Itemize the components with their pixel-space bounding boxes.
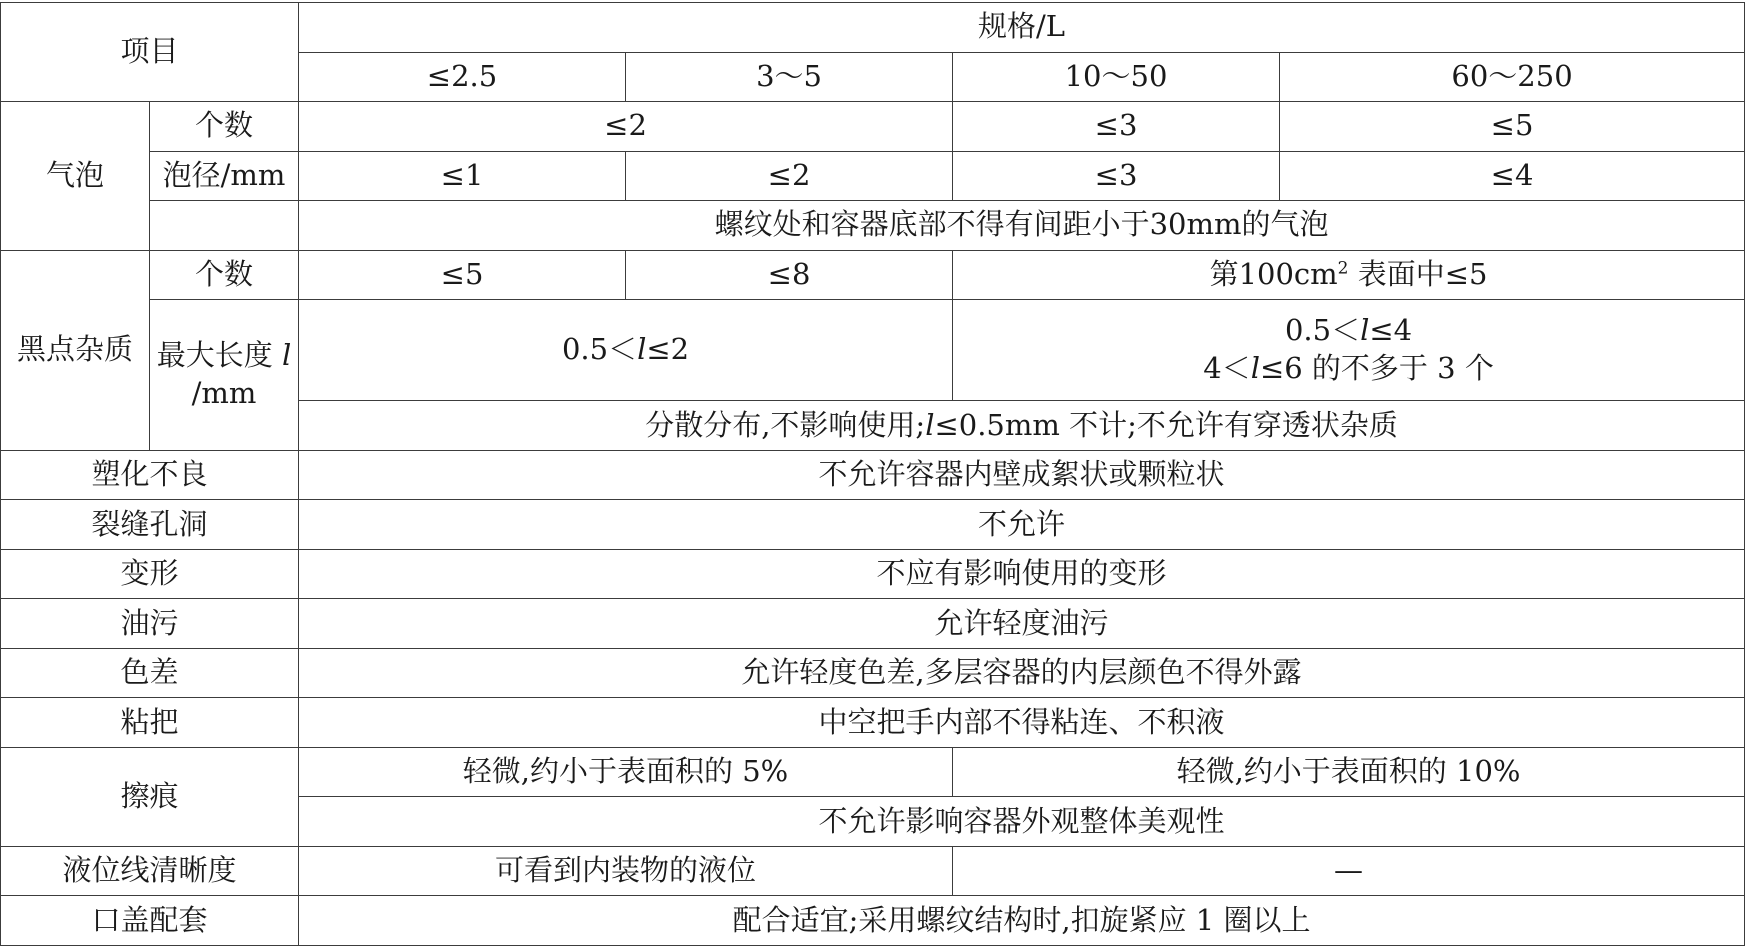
header-range-1: ≤2.5 bbox=[299, 52, 626, 102]
header-item: 项目 bbox=[1, 3, 299, 102]
bubble-count-label: 个数 bbox=[150, 102, 299, 152]
deformation-value: 不应有影响使用的变形 bbox=[299, 549, 1745, 599]
maxlen-large-line1 bbox=[957, 312, 1740, 350]
deformation-label: 变形 bbox=[1, 549, 299, 599]
black-spot-note-var: l bbox=[925, 407, 935, 442]
crack-row bbox=[1, 500, 1745, 550]
black-spot-count-row bbox=[1, 250, 1745, 300]
color-row bbox=[1, 648, 1745, 698]
count-large-prefix: 第100cm bbox=[1209, 256, 1338, 291]
oil-label: 油污 bbox=[1, 599, 299, 649]
level-large: — bbox=[953, 846, 1745, 896]
bubble-note: 螺纹处和容器底部不得有间距小于30mm的气泡 bbox=[299, 201, 1745, 251]
plasticizing-value: 不允许容器内壁成絮状或颗粒状 bbox=[299, 450, 1745, 500]
bubble-note-row bbox=[1, 201, 1745, 251]
header-row-1 bbox=[1, 3, 1745, 53]
maxlen-label-prefix: 最大长度 bbox=[156, 338, 282, 373]
crack-label: 裂缝孔洞 bbox=[1, 500, 299, 550]
maxlen-large-line1-a: 0.5＜ bbox=[1284, 313, 1361, 348]
header-range-4: 60～250 bbox=[1280, 52, 1745, 102]
black-spot-count-1: ≤5 bbox=[299, 250, 626, 300]
bubble-diameter-1: ≤1 bbox=[299, 151, 626, 201]
black-spot-note bbox=[299, 401, 1745, 451]
color-label: 色差 bbox=[1, 648, 299, 698]
black-spot-maxlen-large bbox=[953, 300, 1745, 401]
black-spot-maxlen-row bbox=[1, 300, 1745, 401]
black-spot-note-a: 分散分布,不影响使用; bbox=[645, 407, 926, 442]
maxlen-label-unit: /mm bbox=[191, 375, 257, 410]
black-spot-count-large bbox=[953, 250, 1745, 300]
header-spec: 规格/L bbox=[299, 3, 1745, 53]
maxlen-large-line1-var: l bbox=[1360, 313, 1370, 348]
maxlen-large-line2-var: l bbox=[1250, 351, 1260, 386]
bubble-count-small: ≤2 bbox=[299, 102, 953, 152]
bubble-note-blank bbox=[150, 201, 299, 251]
black-spot-note-b: ≤0.5mm 不计;不允许有穿透状杂质 bbox=[934, 407, 1398, 442]
black-spot-count-2: ≤8 bbox=[626, 250, 953, 300]
bubble-count-row bbox=[1, 102, 1745, 152]
maxlen-small-var: l bbox=[637, 332, 647, 367]
maxlen-label-var: l bbox=[281, 338, 292, 373]
scratch-note: 不允许影响容器外观整体美观性 bbox=[299, 797, 1745, 847]
black-spot-count-label: 个数 bbox=[150, 250, 299, 300]
scratch-label: 擦痕 bbox=[1, 747, 299, 846]
level-row bbox=[1, 846, 1745, 896]
bubble-diameter-3: ≤3 bbox=[953, 151, 1280, 201]
oil-row bbox=[1, 599, 1745, 649]
black-spot-label: 黑点杂质 bbox=[1, 250, 150, 450]
handle-label: 粘把 bbox=[1, 698, 299, 748]
maxlen-large-line1-b: ≤4 bbox=[1369, 313, 1413, 348]
cap-label: 口盖配套 bbox=[1, 896, 299, 946]
quality-spec-table bbox=[0, 2, 1745, 946]
maxlen-large-line2-b: ≤6 的不多于 3 个 bbox=[1259, 351, 1494, 386]
bubble-diameter-row bbox=[1, 151, 1745, 201]
maxlen-large-line2-a: 4＜ bbox=[1203, 351, 1251, 386]
crack-value: 不允许 bbox=[299, 500, 1745, 550]
black-spot-maxlen-label bbox=[150, 300, 299, 451]
bubble-diameter-2: ≤2 bbox=[626, 151, 953, 201]
cap-value: 配合适宜;采用螺纹结构时,扣旋紧应 1 圈以上 bbox=[299, 896, 1745, 946]
handle-value: 中空把手内部不得粘连、不积液 bbox=[299, 698, 1745, 748]
maxlen-small-a: 0.5＜ bbox=[561, 332, 638, 367]
header-range-3: 10～50 bbox=[953, 52, 1280, 102]
maxlen-small-b: ≤2 bbox=[646, 332, 690, 367]
deformation-row bbox=[1, 549, 1745, 599]
maxlen-large-line2 bbox=[957, 350, 1740, 388]
count-large-sup: 2 bbox=[1337, 258, 1349, 279]
count-large-suffix: 表面中≤5 bbox=[1348, 256, 1488, 291]
scratch-small: 轻微,约小于表面积的 5% bbox=[299, 747, 953, 797]
scratch-large: 轻微,约小于表面积的 10% bbox=[953, 747, 1745, 797]
bubble-count-mid: ≤3 bbox=[953, 102, 1280, 152]
oil-value: 允许轻度油污 bbox=[299, 599, 1745, 649]
black-spot-maxlen-small bbox=[299, 300, 953, 401]
header-range-2: 3～5 bbox=[626, 52, 953, 102]
handle-row bbox=[1, 698, 1745, 748]
level-label: 液位线清晰度 bbox=[1, 846, 299, 896]
plasticizing-label: 塑化不良 bbox=[1, 450, 299, 500]
color-value: 允许轻度色差,多层容器的内层颜色不得外露 bbox=[299, 648, 1745, 698]
plasticizing-row bbox=[1, 450, 1745, 500]
level-small: 可看到内装物的液位 bbox=[299, 846, 953, 896]
scratch-row bbox=[1, 747, 1745, 797]
bubble-diameter-4: ≤4 bbox=[1280, 151, 1745, 201]
bubble-count-large: ≤5 bbox=[1280, 102, 1745, 152]
bubble-label: 气泡 bbox=[1, 102, 150, 251]
bubble-diameter-label: 泡径/mm bbox=[150, 151, 299, 201]
cap-row bbox=[1, 896, 1745, 946]
